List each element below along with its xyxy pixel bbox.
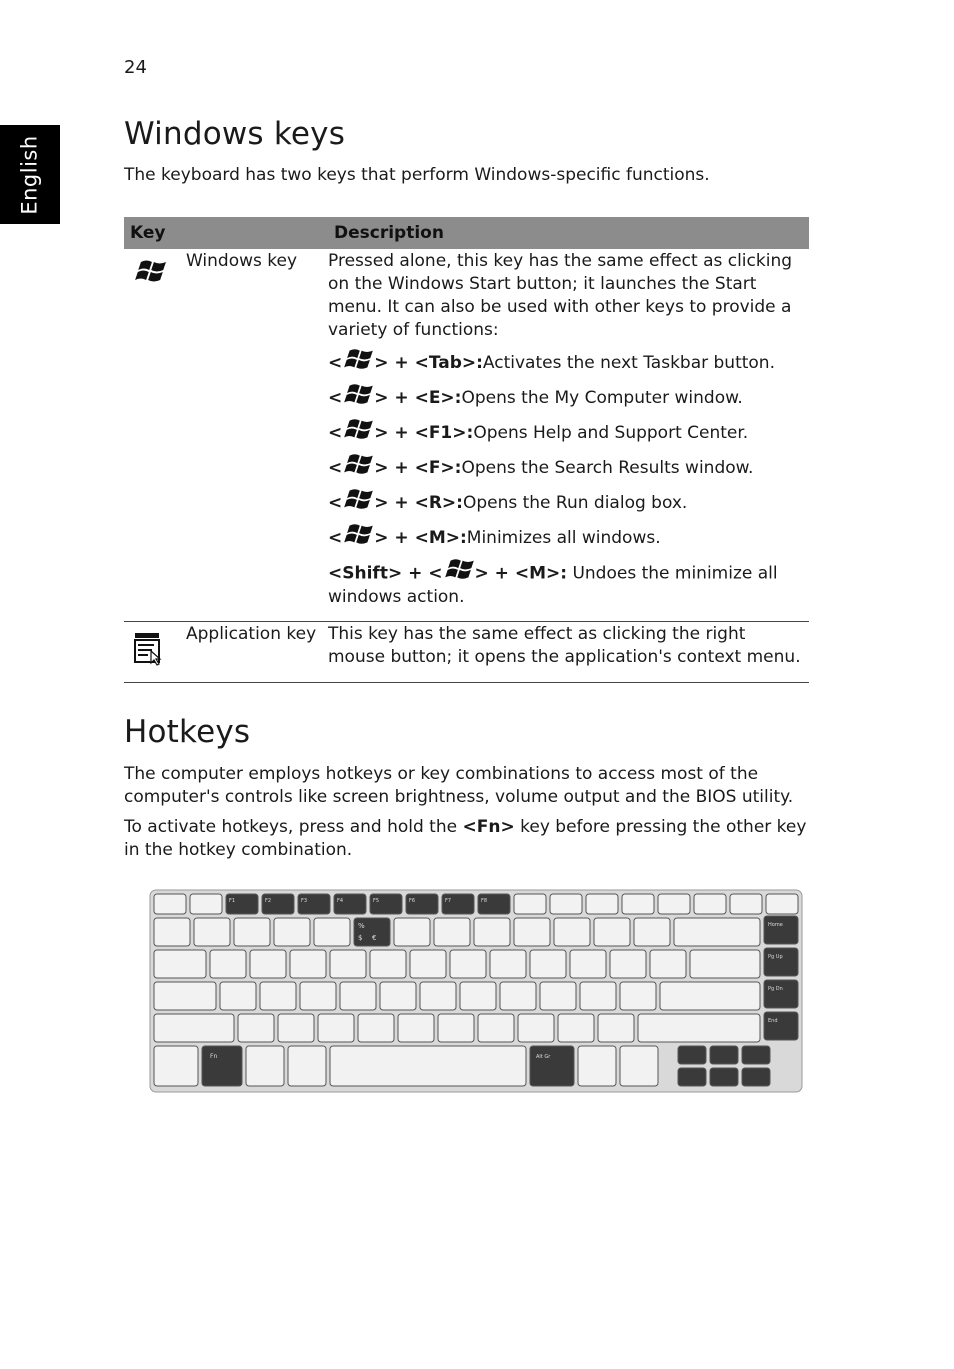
number-row-key <box>554 918 590 946</box>
combo-text: Opens the Search Results window. <box>461 458 754 478</box>
navigation-key <box>764 916 798 944</box>
letter-key <box>410 950 446 978</box>
letter-key <box>358 1014 394 1042</box>
combo-keys: > + <Tab>: <box>374 353 483 373</box>
function-key <box>622 894 654 914</box>
letter-key <box>340 982 376 1010</box>
function-key <box>730 894 762 914</box>
number-row-key <box>434 918 470 946</box>
letter-key <box>260 982 296 1010</box>
arrow-left-key <box>678 1068 706 1086</box>
windows-key-description-cell <box>328 249 809 621</box>
number-row-key <box>394 918 430 946</box>
navigation-key <box>764 948 798 976</box>
backspace-key <box>674 918 760 946</box>
number-row-key <box>514 918 550 946</box>
function-key <box>550 894 582 914</box>
function-key <box>514 894 546 914</box>
shift-combo-text: Undoes the minimize all windows action. <box>328 563 778 607</box>
navigation-key <box>764 1012 798 1040</box>
windows-logo-icon <box>343 346 373 379</box>
dollar-label: $ <box>358 934 363 942</box>
function-key <box>262 894 294 914</box>
windows-logo-icon <box>343 451 373 484</box>
table-row <box>124 249 809 621</box>
combo-keys: > + <F>: <box>374 458 462 478</box>
combo-open: < <box>328 458 343 478</box>
number-row-key <box>474 918 510 946</box>
function-key-label: F1 <box>229 898 236 904</box>
navigation-key <box>764 980 798 1008</box>
number-row-key <box>594 918 630 946</box>
letter-key <box>420 982 456 1010</box>
letter-key <box>518 1014 554 1042</box>
application-menu-icon <box>134 632 166 666</box>
function-key <box>298 894 330 914</box>
function-key <box>190 894 222 914</box>
letter-key <box>650 950 686 978</box>
letter-key <box>318 1014 354 1042</box>
function-key <box>370 894 402 914</box>
arrow-down-key <box>710 1068 738 1086</box>
language-label: English <box>18 134 43 215</box>
number-row-key <box>634 918 670 946</box>
combo-keys: > + <F1>: <box>374 423 474 443</box>
function-key <box>658 894 690 914</box>
right-shift-key <box>638 1014 760 1042</box>
combo-text: Opens the Run dialog box. <box>462 493 688 513</box>
function-key <box>694 894 726 914</box>
combo-keys: > + <M>: <box>374 528 467 548</box>
fn-key-label: Fn <box>210 1053 218 1060</box>
hotkeys-paragraph-2 <box>124 816 814 862</box>
arrow-up-key <box>710 1046 738 1064</box>
windows-keys-table <box>124 217 809 683</box>
letter-key <box>460 982 496 1010</box>
letter-key <box>580 982 616 1010</box>
keyboard-illustration <box>148 888 804 1094</box>
arrow-key <box>678 1046 706 1064</box>
windows-key <box>246 1046 284 1086</box>
letter-key <box>570 950 606 978</box>
windows-combo <box>328 527 805 550</box>
letter-key <box>478 1014 514 1042</box>
application-key-icon-cell <box>124 621 186 682</box>
windows-key-name: Windows key <box>186 249 328 621</box>
application-key <box>578 1046 616 1086</box>
combo-open: < <box>328 353 343 373</box>
shift-combo <box>328 562 805 609</box>
alt-key <box>288 1046 326 1086</box>
language-side-tab <box>0 125 60 224</box>
function-key-label: F6 <box>409 898 416 904</box>
alt-gr-key <box>530 1046 574 1086</box>
windows-combo <box>328 387 805 410</box>
application-key-name: Application key <box>186 621 328 682</box>
windows-combo <box>328 422 805 445</box>
windows-combo <box>328 457 805 480</box>
function-key-label: F2 <box>265 898 272 904</box>
left-shift-key <box>154 1014 234 1042</box>
tab-key <box>154 950 206 978</box>
number-row-key <box>234 918 270 946</box>
function-key <box>334 894 366 914</box>
page-number: 24 <box>124 57 147 78</box>
number-row-key <box>154 918 190 946</box>
letter-key <box>398 1014 434 1042</box>
navigation-key-label: Home <box>768 922 783 928</box>
combo-text: Opens Help and Support Center. <box>473 423 749 443</box>
function-key <box>442 894 474 914</box>
function-key-label: F8 <box>481 898 488 904</box>
alt-gr-label: Alt Gr <box>536 1054 551 1060</box>
windows-key-icon-cell <box>124 249 186 621</box>
percent-label: % <box>358 922 365 930</box>
windows-key-description: Pressed alone, this key has the same effect as clicking on the Windows Start button; it launches the Start menu. It can also be used with other keys to provide a variety of functions: <box>328 251 793 340</box>
ctrl-key <box>154 1046 198 1086</box>
function-key-label: F4 <box>337 898 344 904</box>
windows-logo-icon <box>343 416 373 449</box>
letter-key <box>220 982 256 1010</box>
windows-logo-icon <box>134 257 166 285</box>
letter-key <box>210 950 246 978</box>
letter-key <box>620 982 656 1010</box>
key-column-header: Key <box>124 217 328 249</box>
space-bar <box>330 1046 526 1086</box>
function-key <box>226 894 258 914</box>
function-key-label: F7 <box>445 898 452 904</box>
letter-key <box>300 982 336 1010</box>
number-row-key <box>314 918 350 946</box>
letter-key <box>438 1014 474 1042</box>
enter-key <box>660 982 760 1010</box>
navigation-key-label: End <box>768 1018 778 1024</box>
euro-label: € <box>372 934 377 942</box>
combo-open: < <box>328 528 343 548</box>
letter-key <box>370 950 406 978</box>
function-key <box>406 894 438 914</box>
letter-key <box>530 950 566 978</box>
letter-key <box>610 950 646 978</box>
shift-combo-prefix: <Shift> + < <box>328 563 443 584</box>
letter-key <box>490 950 526 978</box>
hotkeys-heading: Hotkeys <box>124 714 251 750</box>
letter-key <box>558 1014 594 1042</box>
fn-key <box>202 1046 242 1086</box>
shift-combo-keys: > + <M>: <box>474 563 568 584</box>
application-key-description: This key has the same effect as clicking the right mouse button; it opens the application's context menu. <box>328 621 809 682</box>
windows-combo <box>328 352 805 375</box>
letter-key <box>250 950 286 978</box>
function-key-label: F5 <box>373 898 380 904</box>
combo-open: < <box>328 423 343 443</box>
windows-logo-icon <box>343 521 373 554</box>
windows-logo-icon <box>343 381 373 414</box>
letter-key <box>598 1014 634 1042</box>
hotkeys-p2-before: To activate hotkeys, press and hold the <box>124 817 463 837</box>
number-row-key <box>194 918 230 946</box>
ctrl-right-key <box>620 1046 658 1086</box>
windows-combo <box>328 492 805 515</box>
navigation-key-label: Pg Up <box>768 954 783 960</box>
letter-key <box>278 1014 314 1042</box>
letter-key <box>380 982 416 1010</box>
letter-key <box>540 982 576 1010</box>
function-key <box>154 894 186 914</box>
backslash-key <box>690 950 760 978</box>
letter-key <box>450 950 486 978</box>
letter-key <box>238 1014 274 1042</box>
combo-text: Opens the My Computer window. <box>461 388 743 408</box>
hotkeys-paragraph-1: The computer employs hotkeys or key combinations to access most of the computer's controls like screen brightness, volume output and the BIOS utility. <box>124 764 794 807</box>
arrow-key <box>742 1046 770 1064</box>
letter-key <box>290 950 326 978</box>
function-key <box>478 894 510 914</box>
table-header-row <box>124 217 809 249</box>
combo-text: Minimizes all windows. <box>466 528 661 548</box>
arrow-right-key <box>742 1068 770 1086</box>
windows-logo-icon <box>444 556 474 589</box>
windows-keys-intro: The keyboard has two keys that perform Windows-specific functions. <box>124 165 710 185</box>
letter-key <box>500 982 536 1010</box>
navigation-key-label: Pg Dn <box>768 986 783 992</box>
hotkeys-p2-after: key before pressing the other key in the hotkey combination. <box>124 817 807 860</box>
combo-keys: > + <E>: <box>374 388 462 408</box>
combo-open: < <box>328 388 343 408</box>
windows-key-combos <box>328 352 805 550</box>
function-key <box>766 894 798 914</box>
caps-lock-key <box>154 982 216 1010</box>
combo-keys: > + <R>: <box>374 493 463 513</box>
number-row-key <box>274 918 310 946</box>
table-row <box>124 621 809 682</box>
letter-key <box>330 950 366 978</box>
windows-keys-heading: Windows keys <box>124 116 346 152</box>
function-key <box>586 894 618 914</box>
fn-key-reference: <Fn> <box>462 817 515 837</box>
function-key-label: F3 <box>301 898 308 904</box>
description-column-header: Description <box>328 217 809 249</box>
combo-open: < <box>328 493 343 513</box>
windows-logo-icon <box>343 486 373 519</box>
combo-text: Activates the next Taskbar button. <box>482 353 775 373</box>
